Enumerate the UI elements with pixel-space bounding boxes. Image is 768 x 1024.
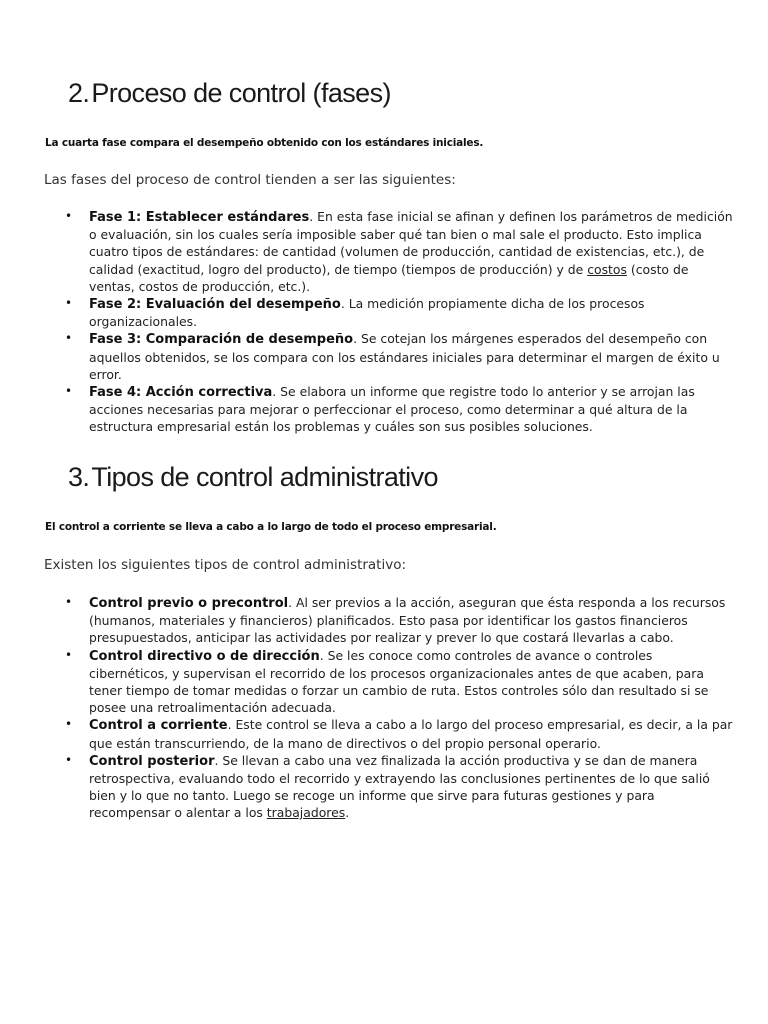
list-item-text: . Se les conoce como controles de avance o controles cibernéticos, y supervisan el recorrido de los procesos organizacionales antes de que acaben, para tener tiempo de tomar medidas o forzar un cambio de ruta. Estos controles sólo dan resultado si se posee una retroalimentación adecuada.	[89, 647, 709, 716]
list-item	[64, 716, 734, 751]
list-item	[64, 647, 734, 717]
bullet-icon: •	[65, 209, 73, 223]
phase-list	[64, 208, 734, 436]
list-item-term: Fase 3: Comparación de desempeño	[89, 332, 354, 348]
section-number: 2.	[68, 78, 90, 108]
list-item	[64, 594, 734, 647]
bullet-icon: •	[65, 647, 73, 662]
list-item-term: Control a corriente	[89, 718, 228, 734]
list-item-text: . En esta fase inicial se afinan y definen los parámetros de medición o evaluación, sin los cuales sería imposible saber qué tan bien o mal sale el producto. Esto implica cuatro tipos de estándares: de cantidad (volumen de producción, cantidad de existencias, etc.), de calidad (exactitud, logro del producto), de tiempo (tiempos de producción) y de	[89, 209, 733, 277]
intro-text-proceso: Las fases del proceso de control tienden a ser las siguientes:	[44, 172, 456, 188]
list-item-term: Fase 1: Establecer estándares	[89, 210, 310, 225]
list-item-term: Control previo o precontrol	[89, 596, 289, 611]
intro-text-tipos: Existen los siguientes tipos de control administrativo:	[44, 557, 407, 573]
list-item-text: . La medición propiamente dicha de los procesos organizacionales.	[89, 296, 645, 330]
list-item-text-after: .	[345, 805, 350, 821]
list-item	[64, 330, 734, 383]
list-item	[64, 295, 734, 330]
list-item-text: . Al ser previos a la acción, aseguran que ésta responda a los recursos (humanos, materiales y financieros) planificados. Esto pasa por identificar los gastos financieros presupuestados, anticipar las actividades por realizar y prever lo que costará llevarlas a cabo.	[89, 595, 726, 646]
list-item-text: . Se cotejan los márgenes esperados del desempeño con aquellos obtenidos, se los compara con los estándares iniciales para determinar el margen de éxito u error.	[89, 331, 720, 382]
link-costos[interactable]: costos	[587, 261, 627, 277]
bullet-icon: •	[65, 717, 73, 732]
link-trabajadores[interactable]: trabajadores	[266, 805, 346, 821]
section-title: Proceso de control (fases)	[91, 78, 391, 108]
list-item-text: . Se elabora un informe que registre todo lo anterior y se arrojan las acciones necesarias para mejorar o perfeccionar el proceso, como determinar a qué altura de la estructura empresarial están los problemas y cuáles son sus posibles soluciones.	[89, 384, 695, 435]
bullet-icon: •	[65, 331, 73, 346]
list-item	[64, 208, 734, 295]
list-item	[64, 752, 734, 822]
list-item-term: Fase 4: Acción correctiva	[89, 385, 273, 401]
list-item-term: Control directivo o de dirección	[89, 648, 320, 664]
list-item-term: Fase 2: Evaluación del desempeño	[89, 297, 341, 313]
list-item-term: Control posterior	[89, 753, 215, 769]
bullet-icon: •	[65, 595, 73, 609]
section-number: 3.	[68, 462, 90, 492]
bullet-icon: •	[65, 384, 73, 399]
list-item-text-after: (costo de ventas, costos de producción, etc.).	[89, 261, 689, 294]
image-caption-proceso: La cuarta fase compara el desempeño obtenido con los estándares iniciales.	[45, 137, 484, 149]
section-heading-proceso	[68, 78, 391, 109]
bullet-icon: •	[65, 752, 73, 767]
image-caption-tipos: El control a corriente se lleva a cabo a lo largo de todo el proceso empresarial.	[45, 521, 497, 533]
section-heading-tipos	[68, 462, 438, 493]
bullet-icon: •	[65, 296, 73, 311]
list-item-text: . Se llevan a cabo una vez finalizada la acción productiva y se dan de manera retrospectiva, evaluando todo el recorrido y extrayendo las conclusiones pertinentes de lo que salió bien y lo que no tanto. Luego se recoge un informe que sirve para futuras gestiones y para recompensar o alentar a los	[89, 752, 710, 821]
control-types-list	[64, 594, 734, 822]
list-item	[64, 383, 734, 436]
list-item-text: . Este control se lleva a cabo a lo largo del proceso empresarial, es decir, a la par que están transcurriendo, de la mano de directivos o del propio personal operario.	[89, 717, 733, 751]
section-title: Tipos de control administrativo	[91, 462, 438, 492]
